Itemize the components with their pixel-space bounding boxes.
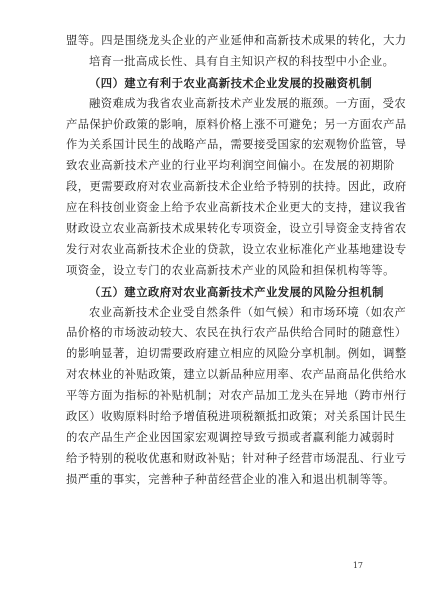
body-text bbox=[66, 31, 407, 491]
paragraph-line: 给予特别的税收优惠和财政补贴；针对种子经营市场混乱、行业亏 bbox=[66, 451, 407, 465]
paragraph-line: 培育一批高成长性、具有自主知识产权的科技型中小企业。 bbox=[89, 54, 395, 68]
page-number: 17 bbox=[352, 561, 363, 570]
section-heading-5: （五）建立政府对农业高新技术产业发展的风险分担机制 bbox=[89, 284, 384, 299]
paragraph-line: 作为关系国计民生的战略产品，需要接受国家的宏观物价监管，导 bbox=[66, 138, 407, 152]
paragraph-line: 融资难成为我省农业高新技术产业发展的瓶颈。一方面，受农 bbox=[89, 96, 407, 110]
paragraph-line: 政区）收购原料时给予增值税进项税额抵扣政策；对关系国计民生 bbox=[66, 410, 407, 424]
paragraph-line: 段，更需要政府对农业高新技术企业给予特别的扶持。因此，政府 bbox=[66, 180, 407, 194]
paragraph-line: 平等方面为指标的补贴机制；对农产品加工龙头在异地（跨市州行 bbox=[66, 389, 407, 403]
paragraph-line: 致农业高新技术产业的行业平均利润空间偏小。在发展的初期阶 bbox=[66, 159, 395, 173]
paragraph-line: 盟等。四是围绕龙头企业的产业延伸和高新技术成果的转化，大力 bbox=[66, 34, 407, 47]
paragraph-line: 对农林业的补贴政策，建立以新品种应用率、农产品商品化供给水 bbox=[66, 368, 407, 382]
paragraph-line: 的农产品生产企业因国家宏观调控导致亏损或者赢利能力减弱时 bbox=[66, 430, 395, 444]
paragraph-line: 项资金，设立专门的农业高新技术产业的风险和担保机构等等。 bbox=[66, 263, 395, 277]
paragraph-line: 损严重的事实，完善种子种苗经营企业的准入和退出机制等等。 bbox=[66, 472, 395, 486]
paragraph-line: 财政设立农业高新技术成果转化专项资金，设立引导资金支持省农 bbox=[66, 222, 407, 236]
paragraph-line: 的影响显著，迫切需要政府建立相应的风险分享机制。例如，调整 bbox=[66, 347, 407, 361]
paragraph-line: 产品保护价政策的影响，原料价格上涨不可避免；另一方面农产品 bbox=[66, 117, 407, 131]
paragraph-line: 发行对农业高新技术企业的贷款，设立农业标准化产业基地建设专 bbox=[66, 242, 407, 256]
section-heading-4: （四）建立有利于农业高新技术企业发展的投融资机制 bbox=[89, 75, 373, 90]
paragraph-line: 应在科技创业资金上给予农业高新技术企业更大的支持，建议我省 bbox=[66, 201, 407, 215]
paragraph-line: 农业高新技术企业受自然条件（如气候）和市场环境（如农产 bbox=[89, 305, 407, 319]
paragraph-line: 品价格的市场波动较大、农民在执行农产品供给合同时的随意性） bbox=[66, 326, 407, 340]
